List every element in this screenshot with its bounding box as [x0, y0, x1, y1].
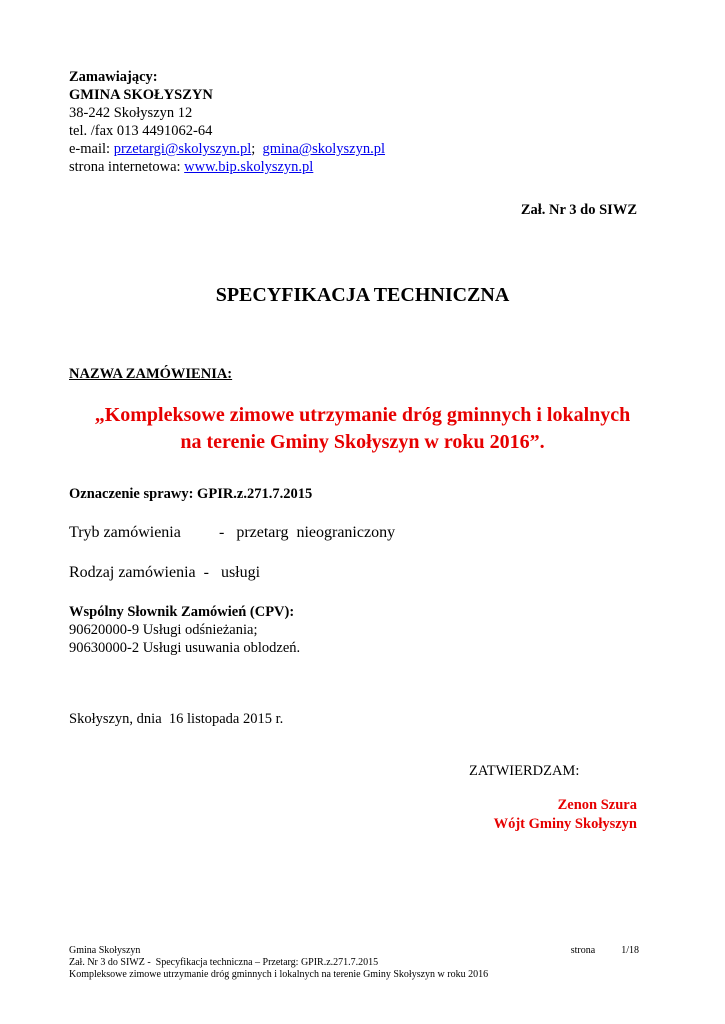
procurement-mode-label: Tryb zamówienia [69, 524, 181, 541]
ordering-party-website-row [69, 158, 385, 176]
procurement-mode-value: - przetarg nieograniczony [219, 524, 396, 541]
case-number: Oznaczenie sprawy: GPIR.z.271.7.2015 [69, 486, 313, 502]
website-link[interactable]: www.bip.skolyszyn.pl [184, 159, 314, 175]
email-separator: ; [251, 141, 263, 157]
order-title [0, 402, 725, 456]
email-link-przetargi[interactable]: przetargi@skolyszyn.pl [113, 141, 252, 157]
footer-line-1: Gmina Skołyszyn [69, 945, 141, 956]
approval-label: ZATWIERDZAM: [469, 763, 580, 779]
ordering-party-name: GMINA SKOŁYSZYN [69, 87, 213, 103]
ordering-party-address: 38-242 Skołyszyn 12 [69, 105, 193, 121]
cpv-label: Wspólny Słownik Zamówień (CPV): [69, 604, 295, 620]
procurement-mode-row [69, 524, 395, 542]
ordering-party-email-row [69, 140, 385, 158]
signatory-name: Zenon Szura [557, 797, 637, 813]
ordering-party-phone: tel. /fax 013 4491062-64 [69, 123, 213, 139]
page-label: strona [570, 945, 596, 956]
footer-line-2: Zał. Nr 3 do SIWZ - Specyfikacja techniczna – Przetarg: GPIR.z.271.7.2015 [69, 957, 379, 968]
procurement-type-row: Rodzaj zamówienia - usługi [69, 564, 261, 581]
ordering-party-block [69, 68, 385, 176]
page-title: SPECYFIKACJA TECHNICZNA [215, 284, 510, 306]
cpv-item: 90620000-9 Usługi odśnieżania; [69, 622, 258, 638]
signatory-title: Wójt Gminy Skołyszyn [493, 816, 637, 832]
cpv-item: 90630000-2 Usługi usuwania oblodzeń. [69, 640, 301, 656]
email-prefix: e-mail: [69, 141, 114, 157]
page-footer [69, 945, 639, 981]
page-indicator [571, 945, 639, 957]
email-link-gmina[interactable]: gmina@skolyszyn.pl [262, 141, 386, 157]
cpv-block [69, 603, 300, 657]
footer-line-3: Kompleksowe zimowe utrzymanie dróg gminnych i lokalnych na terenie Gminy Skołyszyn w roku 2016 [69, 969, 489, 980]
order-title-line-1: „Kompleksowe zimowe utrzymanie dróg gminnych i lokalnych [94, 404, 631, 426]
page-number: 1/18 [621, 945, 639, 956]
order-name-label: NAZWA ZAMÓWIENIA: [69, 366, 233, 382]
order-title-line-2: na terenie Gminy Skołyszyn w roku 2016”. [180, 431, 545, 453]
website-prefix: strona internetowa: [69, 159, 185, 175]
place-and-date: Skołyszyn, dnia 16 listopada 2015 r. [69, 711, 284, 727]
signatory-block [494, 796, 637, 834]
ordering-party-label: Zamawiający: [69, 69, 158, 85]
attachment-label: Zał. Nr 3 do SIWZ [520, 202, 637, 218]
